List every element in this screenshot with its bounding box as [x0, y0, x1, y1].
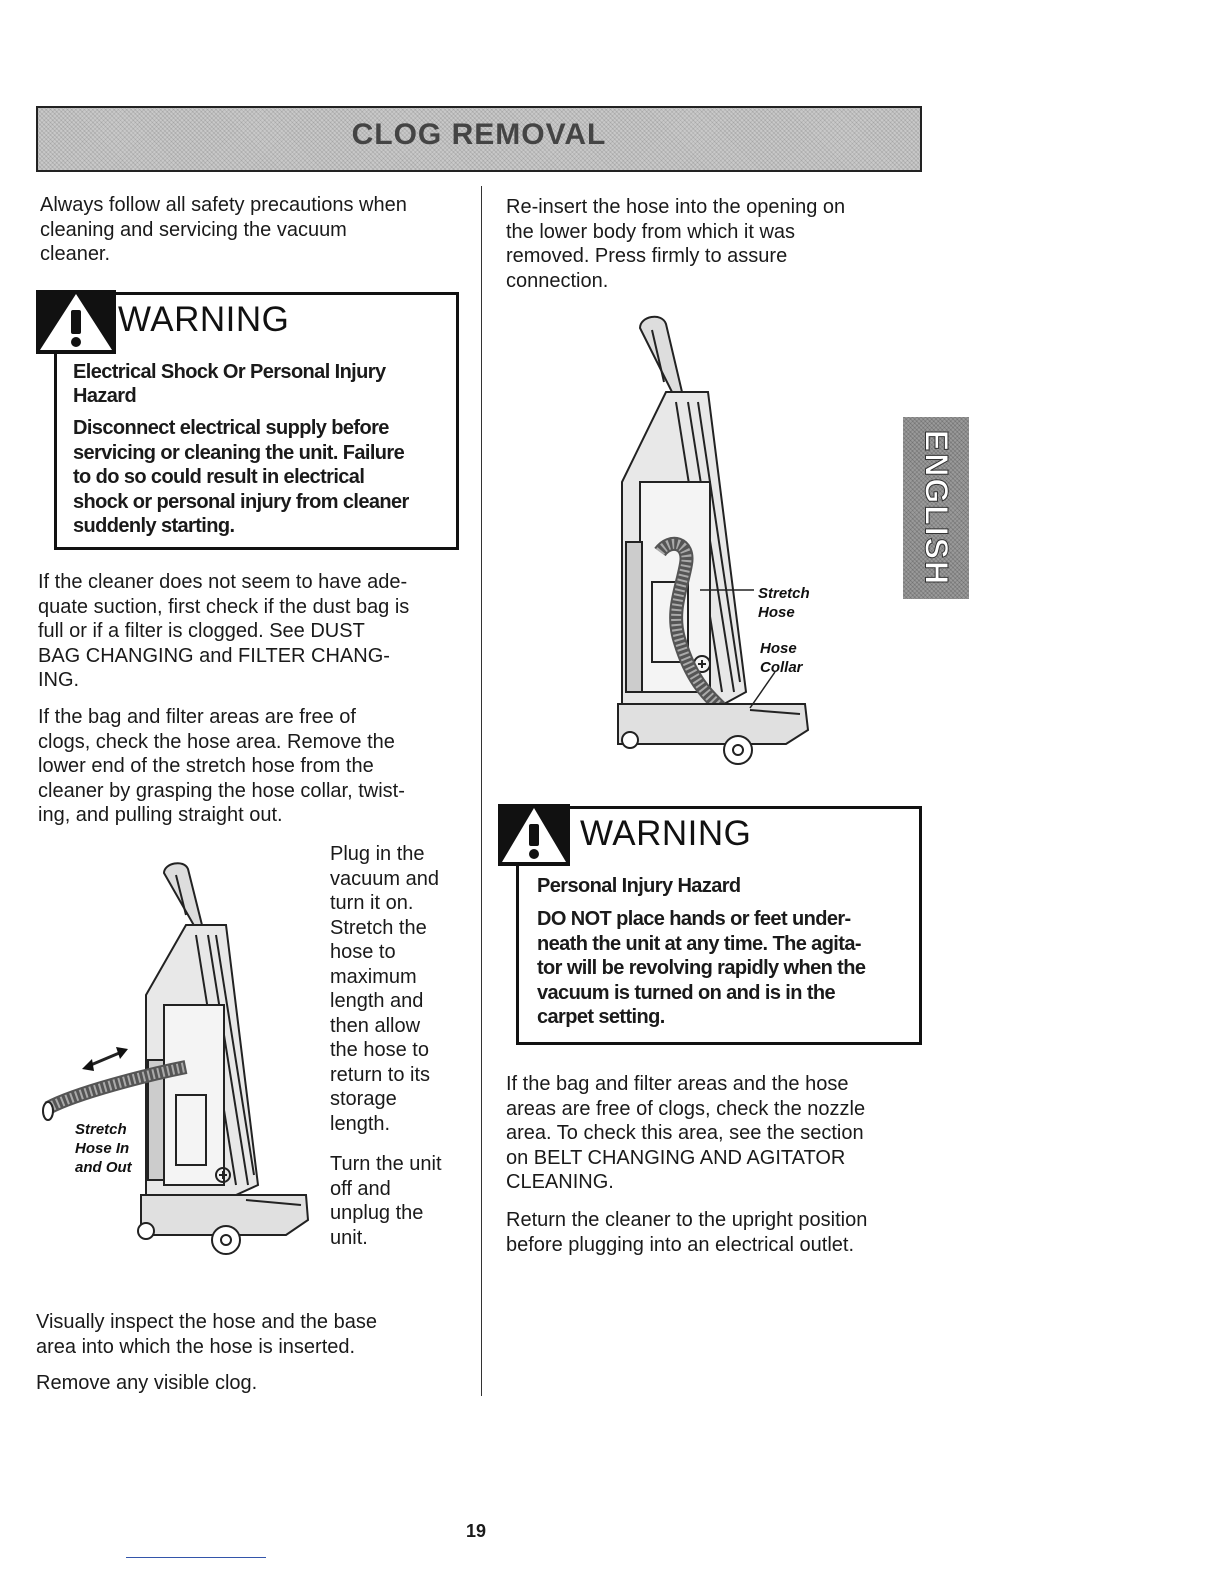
text-line: Stretch: [75, 1121, 127, 1138]
text-line: Plug in the: [330, 843, 425, 865]
figure-label-stretch-hose: [75, 1120, 132, 1177]
text-line: Hose: [758, 604, 795, 621]
text-line: Turn the unit: [330, 1153, 442, 1175]
vacuum-illustration-stretch-hose: [36, 855, 326, 1265]
text-line: area. To check this area, see the section: [506, 1122, 864, 1144]
text-line: unit.: [330, 1226, 368, 1249]
text-line: ing, and pulling straight out.: [38, 804, 283, 826]
section-banner: [36, 106, 922, 172]
text-line: Stretch: [758, 585, 810, 602]
text-line: cleaner.: [40, 243, 111, 265]
warning-label: WARNING: [580, 814, 752, 853]
warning-icon: [498, 804, 570, 866]
left-intro-text: [40, 193, 407, 267]
text-line: cleaning and servicing the vacuum: [40, 218, 347, 241]
right-paragraph-1: [506, 1072, 865, 1195]
text-line: vacuum is turned on and is in the: [537, 981, 836, 1004]
text-line: lower end of the stretch hose from the: [38, 755, 374, 777]
text-line: Hose: [760, 640, 797, 657]
text-line: quate suction, first check if the dust bag is: [38, 595, 410, 618]
section-title: CLOG REMOVAL: [351, 118, 607, 151]
text-line: to do so could result in electrical: [73, 466, 365, 488]
text-line: Electrical Shock Or Personal Injury: [73, 361, 386, 383]
text-line: the lower body from which it was: [506, 220, 796, 243]
warning-icon: [36, 290, 116, 354]
left-paragraph-4: [36, 1371, 257, 1396]
left-side-text-2: [330, 1152, 442, 1250]
text-line: tor will be revolving rapidly when the: [537, 957, 866, 979]
left-paragraph-1: [38, 570, 409, 693]
left-side-text-1: [330, 842, 439, 1136]
text-line: suddenly starting.: [73, 515, 235, 537]
text-line: servicing or cleaning the unit. Failure: [73, 441, 405, 464]
text-line: Disconnect electrical supply before: [73, 417, 389, 439]
text-line: area into which the hose is inserted.: [36, 1335, 356, 1358]
text-line: the hose to: [330, 1039, 429, 1061]
warning-body: [73, 416, 409, 539]
text-line: carpet setting.: [537, 1006, 665, 1028]
text-line: ING.: [38, 669, 80, 691]
text-line: areas are free of clogs, check the nozzle: [506, 1097, 866, 1120]
text-line: connection.: [506, 269, 609, 292]
warning-heading: [537, 874, 741, 898]
warning-body: [537, 907, 865, 1030]
text-line: storage: [330, 1088, 397, 1110]
language-tab: [903, 417, 969, 599]
footer-rule: [126, 1557, 266, 1558]
text-line: full or if a filter is clogged. See DUST: [38, 620, 365, 642]
warning-label: WARNING: [118, 300, 290, 339]
text-line: Hose In: [75, 1140, 130, 1157]
text-line: then allow: [330, 1014, 421, 1037]
right-intro-text: [506, 195, 845, 293]
text-line: Re-insert the hose into the opening on: [506, 196, 846, 218]
text-line: Hazard: [73, 385, 137, 407]
text-line: vacuum and: [330, 867, 439, 890]
text-line: Always follow all safety precautions when: [40, 194, 407, 216]
text-line: Stretch the: [330, 916, 427, 939]
text-line: Collar: [760, 659, 803, 676]
left-paragraph-3: [36, 1310, 377, 1359]
language-tab-label: ENGLISH: [918, 429, 955, 587]
text-line: turn it on.: [330, 892, 414, 914]
text-line: removed. Press firmly to assure: [506, 245, 788, 267]
warning-heading: [73, 360, 385, 408]
text-line: Visually inspect the hose and the base: [36, 1311, 377, 1333]
text-line: on BELT CHANGING AND AGITATOR: [506, 1146, 846, 1169]
text-line: CLEANING.: [506, 1171, 614, 1193]
text-line: If the bag and filter areas are free of: [38, 706, 356, 728]
text-line: Return the cleaner to the upright position: [506, 1209, 868, 1231]
text-line: If the cleaner does not seem to have ade-: [38, 571, 408, 593]
text-line: unplug the: [330, 1202, 424, 1224]
text-line: length.: [330, 1112, 391, 1135]
page-number: 19: [466, 1521, 487, 1541]
left-paragraph-2: [38, 705, 405, 828]
column-divider: [481, 186, 482, 1396]
text-line: DO NOT place hands or feet under-: [537, 908, 851, 930]
text-line: before plugging into an electrical outlet.: [506, 1233, 855, 1256]
text-line: cleaner by grasping the hose collar, twist-: [38, 779, 405, 802]
text-line: Personal Injury Hazard: [537, 875, 741, 897]
text-line: return to its: [330, 1063, 431, 1086]
text-line: clogs, check the hose area. Remove the: [38, 730, 395, 753]
text-line: neath the unit at any time. The agita-: [537, 932, 861, 955]
text-line: off and: [330, 1177, 391, 1200]
text-line: length and: [330, 990, 424, 1012]
text-line: shock or personal injury from cleaner: [73, 490, 409, 513]
text-line: hose to: [330, 941, 396, 963]
text-line: Remove any visible clog.: [36, 1372, 258, 1394]
text-line: BAG CHANGING and FILTER CHANG-: [38, 644, 390, 667]
text-line: and Out: [75, 1159, 132, 1176]
figure-label-stretch-hose-right: [758, 584, 810, 622]
vacuum-illustration-hose-collar: [600, 312, 830, 772]
text-line: maximum: [330, 965, 417, 988]
text-line: If the bag and filter areas and the hose: [506, 1073, 849, 1095]
figure-label-hose-collar: [760, 639, 803, 677]
right-paragraph-2: [506, 1208, 867, 1257]
